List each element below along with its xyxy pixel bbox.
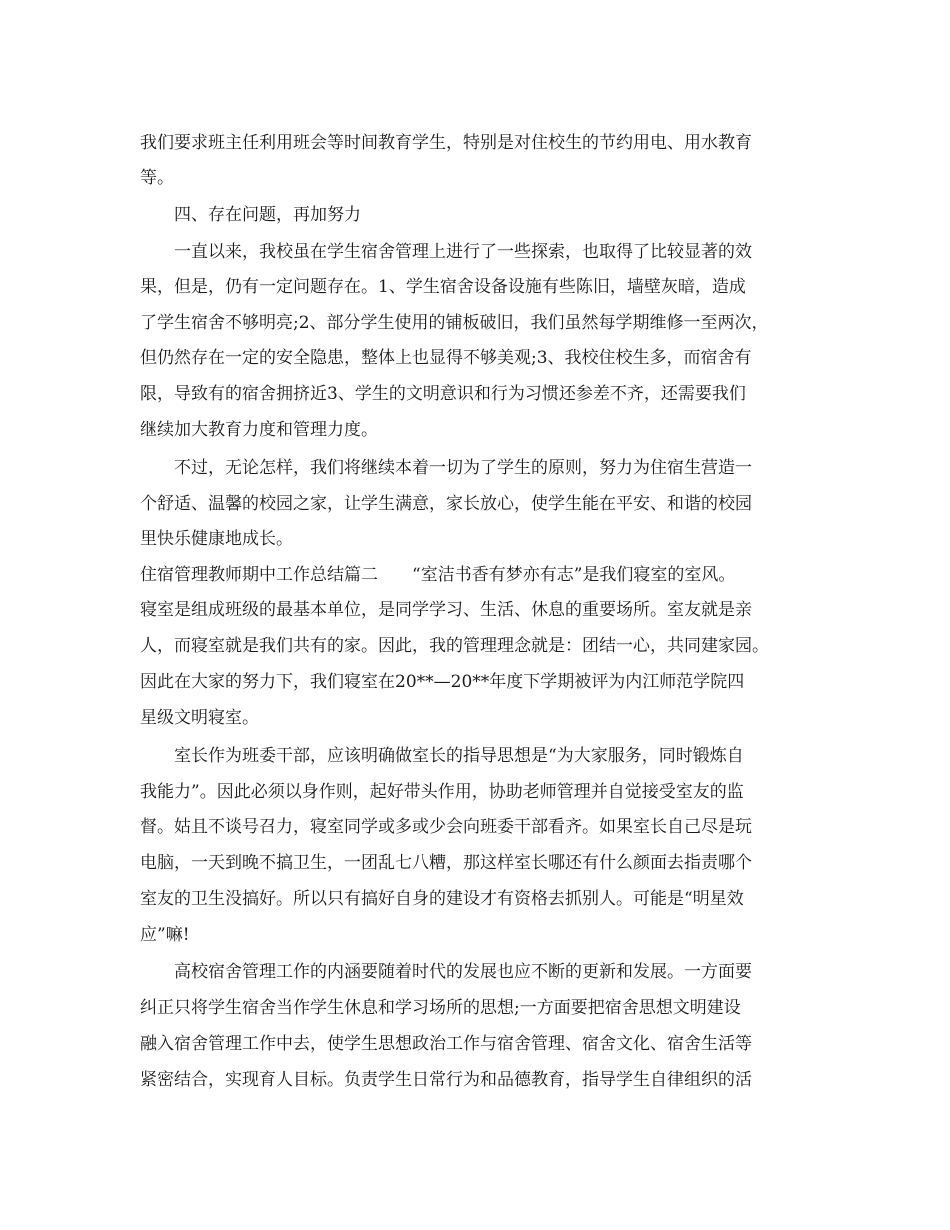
text-line: 但仍然存在一定的安全隐患，整体上也显得不够美观;3、我校住校生多，而宿舍有 — [140, 348, 752, 368]
text-line: 果，但是，仍有一定问题存在。1、学生宿舍设备设施有些陈旧，墙壁灰暗，造成 — [140, 277, 746, 297]
text-line: 督。姑且不谈号召力，寝室同学或多或少会向班委干部看齐。如果室长自己尽是玩 — [140, 817, 752, 837]
text-line: 纠正只将学生宿舍当作学生休息和学习场所的思想;一方面要把宿舍思想文明建设 — [140, 998, 741, 1018]
text-line: 个舒适、温馨的校园之家，让学生满意，家长放心，使学生能在平安、和谐的校园 — [140, 494, 752, 514]
text-line: 我们要求班主任利用班会等时间教育学生，特别是对住校生的节约用电、用水教育 — [140, 133, 752, 153]
text-line: 人，而寝室就是我们共有的家。因此，我的管理理念就是：团结一心，共同建家园。 — [140, 636, 769, 656]
text-line: 限，导致有的宿舍拥挤近3、学生的文明意识和行为习惯还参差不齐，还需要我们 — [140, 384, 746, 404]
text-line: 不过，无论怎样，我们将继续本着一切为了学生的原则，努力为住宿生营造一 — [174, 458, 752, 478]
text-line: 融入宿舍管理工作中去，使学生思想政治工作与宿舍管理、宿舍文化、宿舍生活等 — [140, 1034, 752, 1054]
text-line: 继续加大教育力度和管理力度。 — [140, 420, 378, 440]
text-line: 因此在大家的努力下，我们寝室在20**—20**年度下学期被评为内江师范学院四 — [140, 672, 745, 692]
text-line: 室长作为班委干部，应该明确做室长的指导思想是“为大家服务，同时锻炼自 — [174, 746, 744, 766]
text-line: 一直以来，我校虽在学生宿舍管理上进行了一些探索，也取得了比较显著的效 — [174, 242, 752, 262]
text-line: 我能力”。因此必须以身作则，起好带头作用，协助老师管理并自觉接受室友的监 — [140, 782, 744, 802]
text-line: 电脑，一天到晚不搞卫生，一团乱七八糟，那这样室长哪还有什么颜面去指责哪个 — [140, 853, 752, 873]
text-line: 了学生宿舍不够明亮;2、部分学生使用的铺板破旧，我们虽然每学期维修一至两次， — [140, 313, 769, 333]
text-line: 紧密结合，实现育人目标。负责学生日常行为和品德教育，指导学生自律组织的活 — [140, 1070, 752, 1090]
text-line: 里快乐健康地成长。 — [140, 529, 293, 549]
section-heading: 四、存在问题，再加努力 — [174, 205, 361, 225]
text-line: 高校宿舍管理工作的内涵要随着时代的发展也应不断的更新和发展。一方面要 — [174, 962, 752, 982]
text-line: 室友的卫生没搞好。所以只有搞好自身的建设才有资格去抓别人。可能是“明星效 — [140, 889, 744, 909]
text-line: 应”嘛! — [140, 925, 190, 945]
text-line: 等。 — [140, 168, 174, 188]
section-heading: 住宿管理教师期中工作总结篇二 “室洁书香有梦亦有志”是我们寝室的室风。 — [140, 565, 736, 585]
text-line: 寝室是组成班级的最基本单位，是同学学习、生活、休息的重要场所。室友就是亲 — [140, 600, 752, 620]
text-line: 星级文明寝室。 — [140, 708, 259, 728]
